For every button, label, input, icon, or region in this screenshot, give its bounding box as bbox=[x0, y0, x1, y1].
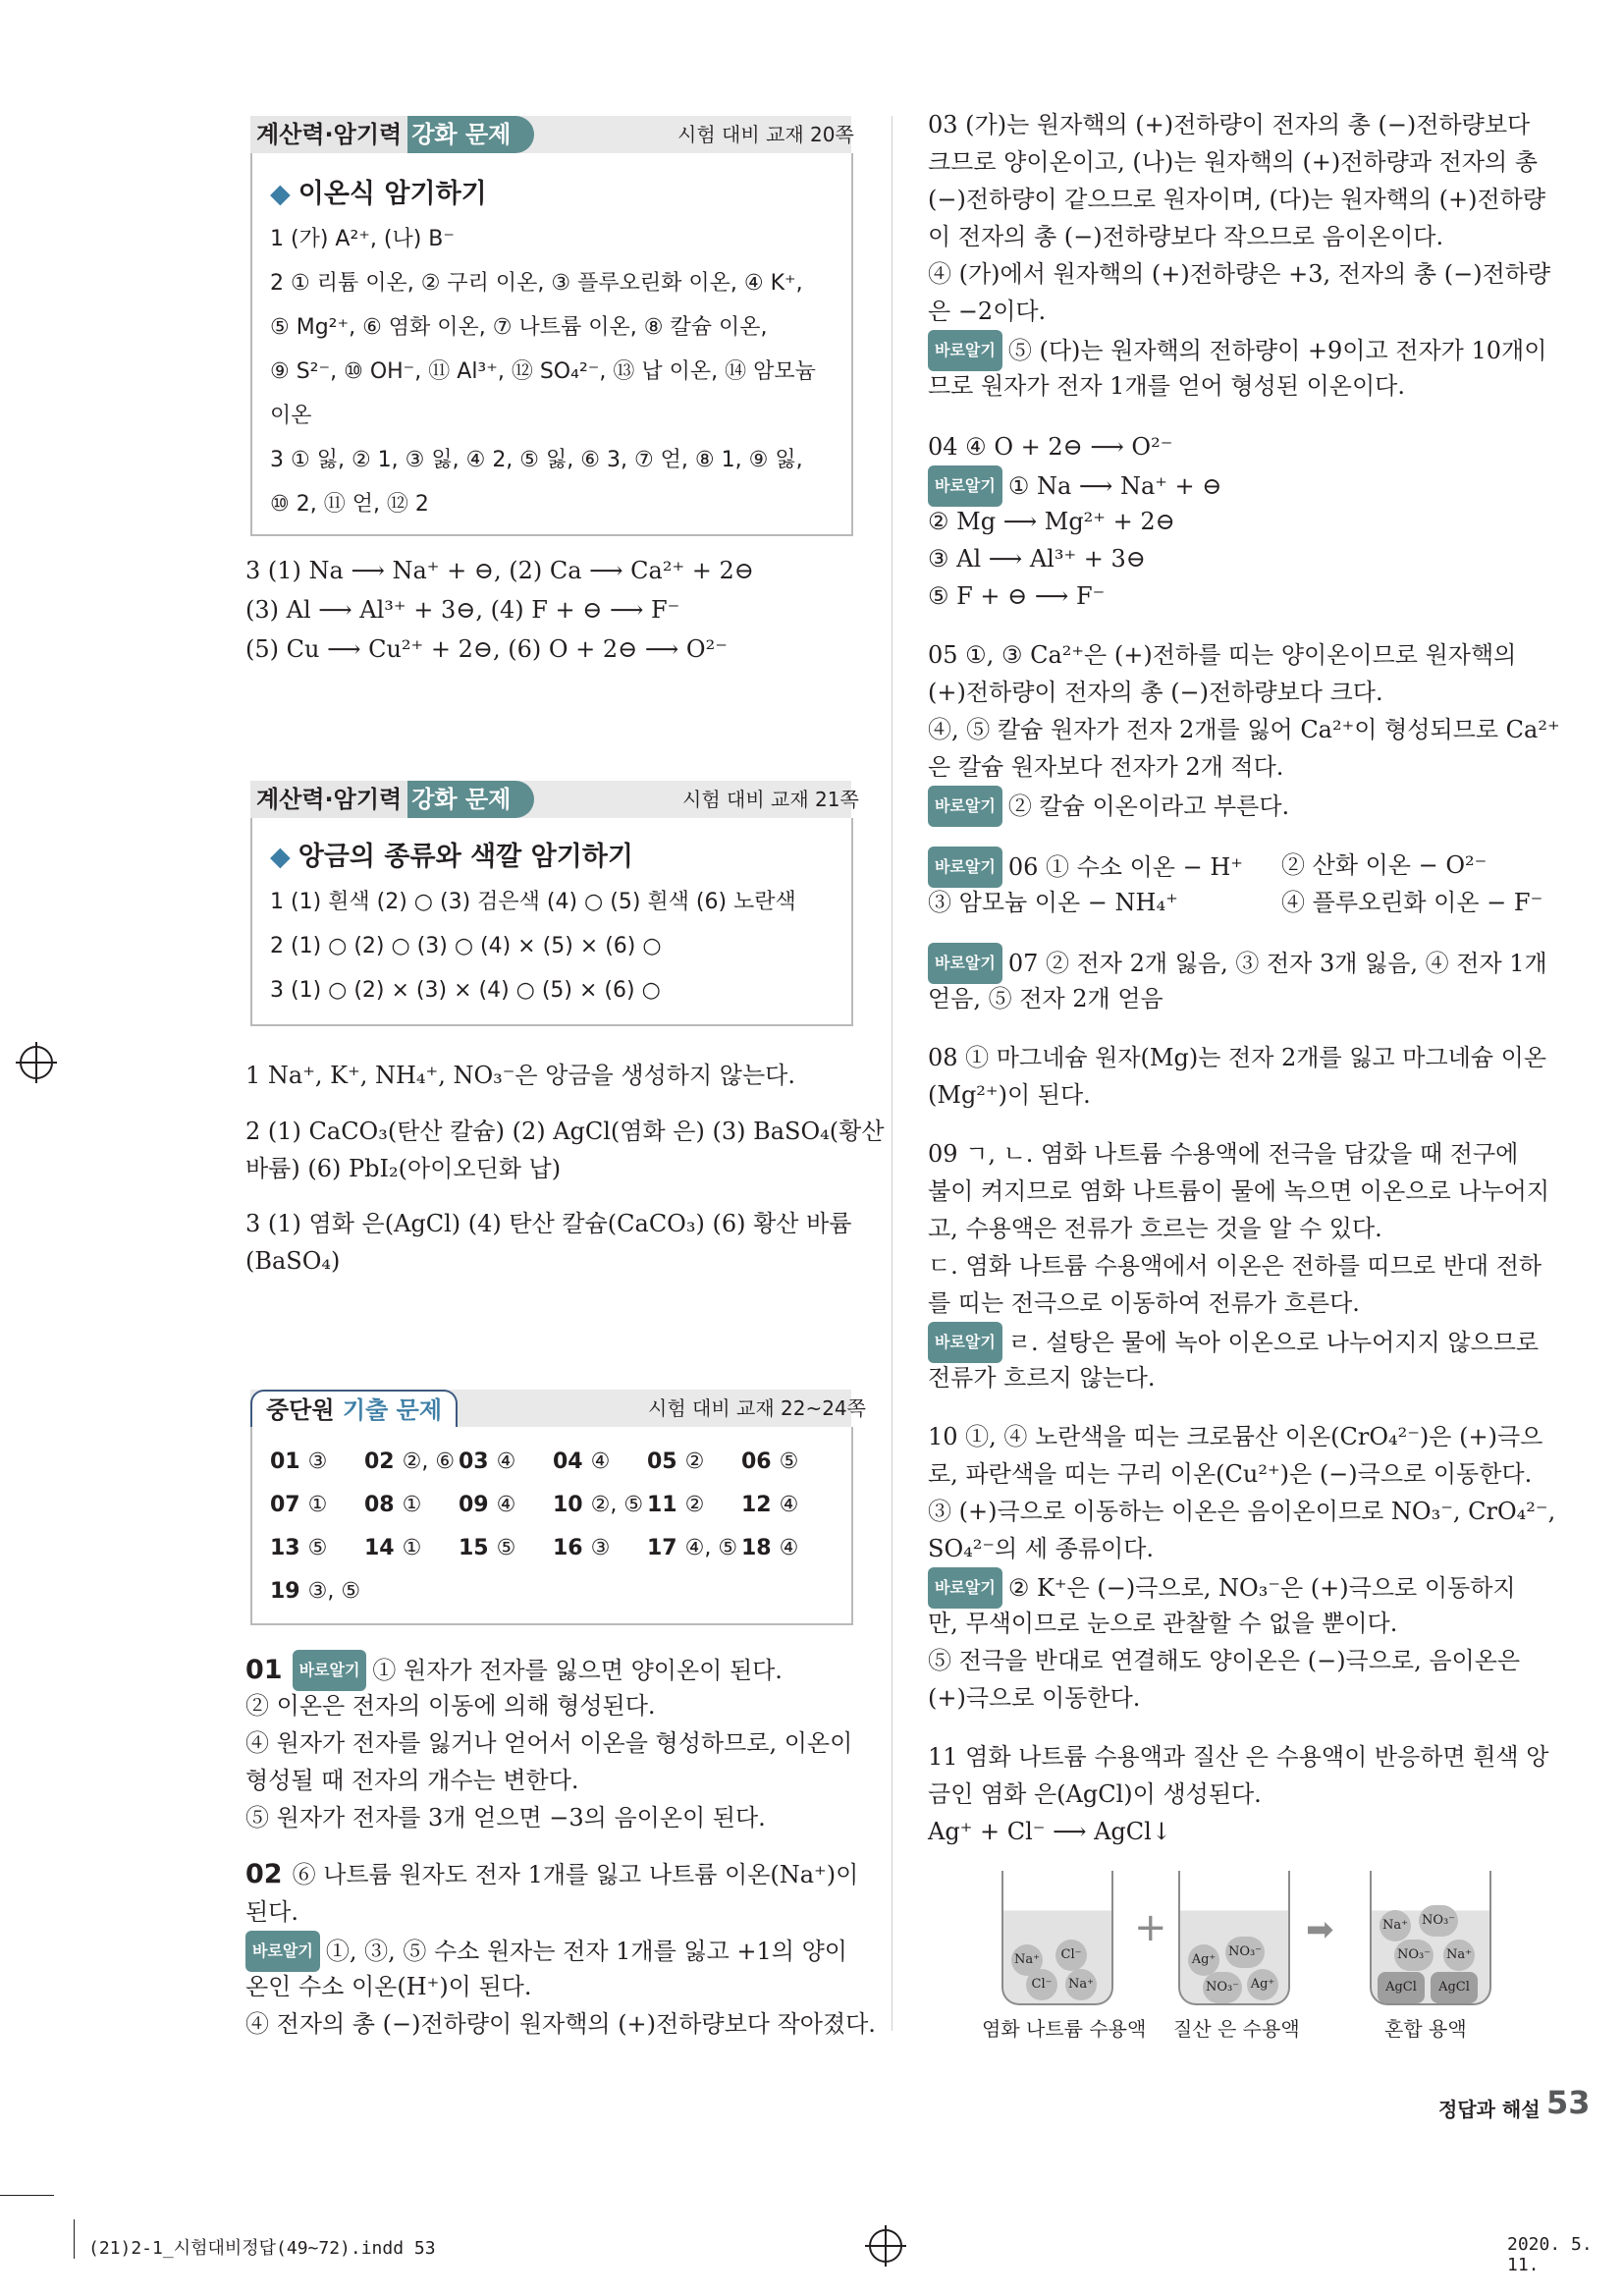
tab-label-b: 강화 문제 bbox=[411, 121, 512, 148]
equation-line: ⑤ F + ⊖ ⟶ F⁻ bbox=[928, 582, 1106, 610]
explanation-line: (−)전하량이 같으므로 원자이며, (다)는 원자핵의 (+)전하량 bbox=[928, 186, 1546, 213]
question-number: 17 bbox=[647, 1536, 677, 1560]
answer-line: 1 (1) 흰색 (2) ○ (3) 검은색 (4) ○ (5) 흰색 (6) 노란색 bbox=[270, 890, 796, 914]
ion-particle: Ag⁺ bbox=[1247, 1969, 1278, 2000]
equation-line: Ag⁺ + Cl⁻ ⟶ AgCl↓ bbox=[928, 1818, 1171, 1845]
explanation-line: 05 ①, ③ Ca²⁺은 (+)전하를 띠는 양이온이므로 원자핵의 bbox=[928, 641, 1517, 669]
answer-cell bbox=[741, 1536, 798, 1560]
explanation-line: SO₄²⁻의 세 종류이다. bbox=[928, 1535, 1155, 1562]
correction-badge: 바로알기 bbox=[293, 1650, 367, 1691]
section-tab bbox=[250, 781, 534, 818]
answer-choice: ④ bbox=[496, 1493, 516, 1517]
answer-line: 3 (1) 염화 은(AgCl) (4) 탄산 칼슘(CaCO₃) (6) 황산 바륨 bbox=[245, 1210, 852, 1237]
ion-particle: NO₃⁻ bbox=[1394, 1940, 1434, 1971]
precipitate-particle: AgCl bbox=[1378, 1972, 1425, 2003]
answer-line: 1 Na⁺, K⁺, NH₄⁺, NO₃⁻은 앙금을 생성하지 않는다. bbox=[245, 1062, 795, 1089]
ion-particle: Na⁺ bbox=[1065, 1969, 1097, 2000]
explanation-line: ② 이온은 전자의 이동에 의해 형성된다. bbox=[245, 1692, 656, 1720]
explanation-line: 금인 염화 은(AgCl)이 생성된다. bbox=[928, 1780, 1262, 1808]
answer-cell bbox=[647, 1536, 737, 1560]
ion-particle: NO₃⁻ bbox=[1419, 1905, 1458, 1937]
explanation-line: 03 (가)는 원자핵의 (+)전하량이 전자의 총 (−)전하량보다 bbox=[928, 111, 1531, 138]
footer-filename: (21)2-1_시험대비정답(49~72).indd 53 bbox=[88, 2238, 436, 2259]
explanation-line: (+)전하량이 전자의 총 (−)전하량보다 크다. bbox=[928, 679, 1383, 706]
explanation-line: ③ (+)극으로 이동하는 이온은 음이온이므로 NO₃⁻, CrO₄²⁻, bbox=[928, 1498, 1556, 1525]
answer-cell bbox=[741, 1449, 798, 1474]
answer-cell bbox=[459, 1493, 515, 1517]
explanation-line: ③ 암모늄 이온 − NH₄⁺ bbox=[928, 889, 1178, 916]
explanation-line: 온인 수소 이온(H⁺)이 된다. bbox=[245, 1973, 532, 2000]
explanation-line: 08 ① 마그네슘 원자(Mg)는 전자 2개를 잃고 마그네슘 이온 bbox=[928, 1044, 1546, 1071]
answer-choice: ② bbox=[684, 1449, 705, 1474]
question-number: 16 bbox=[553, 1536, 583, 1560]
crop-mark bbox=[0, 2195, 54, 2196]
answer-choice: ④ bbox=[590, 1449, 611, 1474]
answer-choice: ② bbox=[684, 1493, 705, 1517]
question-number: 04 bbox=[553, 1449, 583, 1474]
precipitate-particle: AgCl bbox=[1431, 1972, 1478, 2003]
section-heading: ◆ 이온식 암기하기 bbox=[270, 179, 487, 209]
explanation-line: 므로 원자가 전자 1개를 얻어 형성된 이온이다. bbox=[928, 372, 1405, 400]
explanation-line: 은 −2이다. bbox=[928, 298, 1047, 325]
explanation-line: 바로알기 ② K⁺은 (−)극으로, NO₃⁻은 (+)극으로 이동하지 bbox=[928, 1567, 1516, 1609]
correction-badge: 바로알기 bbox=[928, 1322, 1002, 1363]
answer-cell bbox=[647, 1493, 704, 1517]
correction-badge: 바로알기 bbox=[928, 330, 1002, 371]
answer-cell bbox=[553, 1493, 643, 1517]
question-number: 06 bbox=[741, 1449, 772, 1474]
tab-label-b: 기출 문제 bbox=[342, 1396, 443, 1424]
crop-mark bbox=[74, 2219, 75, 2259]
explanation-line: 로, 파란색을 띠는 구리 이온(Cu²⁺)은 (−)극으로 이동한다. bbox=[928, 1460, 1533, 1488]
question-number: 12 bbox=[741, 1493, 772, 1517]
correction-badge: 바로알기 bbox=[928, 1567, 1002, 1609]
explanation-line: 09 ㄱ, ㄴ. 염화 나트륨 수용액에 전극을 담갔을 때 전구에 bbox=[928, 1140, 1519, 1168]
answer-cell bbox=[459, 1536, 515, 1560]
answer-line: 이온 bbox=[270, 404, 312, 428]
question-number: 02 bbox=[364, 1449, 395, 1474]
tab-label-a: 중단원 bbox=[266, 1396, 335, 1424]
equation-line: ③ Al ⟶ Al³⁺ + 3⊖ bbox=[928, 545, 1146, 573]
section-tab bbox=[250, 116, 534, 153]
answer-choice: ②, ⑥ bbox=[402, 1449, 456, 1474]
answer-cell bbox=[741, 1493, 798, 1517]
answer-choice: ③, ⑤ bbox=[307, 1579, 361, 1604]
explanation-line: (+)극으로 이동한다. bbox=[928, 1684, 1141, 1712]
arrow-right-icon: ➡ bbox=[1306, 1910, 1334, 1949]
answer-choice: ④, ⑤ bbox=[684, 1536, 738, 1560]
answer-choice: ③ bbox=[590, 1536, 611, 1560]
answer-choice: ⑤ bbox=[307, 1536, 328, 1560]
question-number: 18 bbox=[741, 1536, 772, 1560]
answer-line: 3 (1) ○ (2) × (3) × (4) ○ (5) × (6) ○ bbox=[270, 978, 661, 1003]
answer-line: 2 (1) ○ (2) ○ (3) ○ (4) × (5) × (6) ○ bbox=[270, 934, 662, 958]
explanation-line: ⑤ 전극을 반대로 연결해도 양이온은 (−)극으로, 음이온은 bbox=[928, 1647, 1521, 1674]
ion-particle: Cl⁻ bbox=[1026, 1969, 1057, 2000]
question-number: 05 bbox=[647, 1449, 677, 1474]
section-tab bbox=[250, 1390, 458, 1429]
answer-cell bbox=[364, 1536, 421, 1560]
explanation-line: 바로알기 ② 칼슘 이온이라고 부른다. bbox=[928, 786, 1289, 827]
explanation-line: 10 ①, ④ 노란색을 띠는 크로뮴산 이온(CrO₄²⁻)은 (+)극으 bbox=[928, 1423, 1543, 1450]
explanation-line: 된다. bbox=[245, 1898, 298, 1926]
ion-particle: Na⁺ bbox=[1443, 1940, 1475, 1971]
correction-badge: 바로알기 bbox=[928, 847, 1002, 888]
answer-line: 3 ① 잃, ② 1, ③ 잃, ④ 2, ⑤ 잃, ⑥ 3, ⑦ 얻, ⑧ 1, ⑨ 잃, bbox=[270, 448, 803, 472]
answer-choice: ②, ⑤ bbox=[590, 1493, 644, 1517]
question-number: 14 bbox=[364, 1536, 395, 1560]
answer-line: 2 ① 리튬 이온, ② 구리 이온, ③ 플루오린화 이온, ④ K⁺, bbox=[270, 271, 803, 296]
explanation-line: 02 ⑥ 나트륨 원자도 전자 1개를 잃고 나트륨 이온(Na⁺)이 bbox=[245, 1859, 859, 1889]
explanation-line: (Mg²⁺)이 된다. bbox=[928, 1081, 1091, 1109]
explanation-line: 불이 켜지므로 염화 나트륨이 물에 녹으면 이온으로 나누어지 bbox=[928, 1177, 1550, 1205]
explanation-line: ④ 플루오린화 이온 − F⁻ bbox=[1281, 889, 1543, 916]
explanation-line: ④, ⑤ 칼슘 원자가 전자 2개를 잃어 Ca²⁺이 형성되므로 Ca²⁺ bbox=[928, 716, 1560, 743]
figure-caption: 혼합 용액 bbox=[1384, 2017, 1467, 2041]
question-number: 10 bbox=[553, 1493, 583, 1517]
explanation-line: 바로알기 06 ① 수소 이온 − H⁺ bbox=[928, 847, 1243, 888]
equation-line: ② Mg ⟶ Mg²⁺ + 2⊖ bbox=[928, 508, 1175, 535]
question-number: 03 bbox=[459, 1449, 489, 1474]
answer-cell bbox=[270, 1579, 360, 1604]
question-number: 01 bbox=[270, 1449, 300, 1474]
explanation-line: 바로알기 ①, ③, ⑤ 수소 원자는 전자 1개를 잃고 +1의 양이 bbox=[245, 1931, 847, 1972]
answer-cell bbox=[459, 1449, 515, 1474]
question-number: 07 bbox=[270, 1493, 300, 1517]
correction-badge: 바로알기 bbox=[928, 786, 1002, 827]
question-number: 15 bbox=[459, 1536, 489, 1560]
section-reference: 시험 대비 교재 20쪽 bbox=[677, 123, 854, 146]
answer-line: 1 (가) A²⁺, (나) B⁻ bbox=[270, 227, 455, 251]
answer-cell bbox=[553, 1449, 610, 1474]
answer-cell bbox=[270, 1536, 327, 1560]
equation-line: 3 (1) Na ⟶ Na⁺ + ⊖, (2) Ca ⟶ Ca²⁺ + 2⊖ bbox=[245, 557, 754, 584]
answer-cell bbox=[270, 1493, 327, 1517]
explanation-line: 01 바로알기 ① 원자가 전자를 잃으면 양이온이 된다. bbox=[245, 1650, 783, 1691]
answer-cell bbox=[553, 1536, 610, 1560]
answer-line: 바륨) (6) PbI₂(아이오딘화 납) bbox=[245, 1155, 562, 1182]
answer-line: ⑤ Mg²⁺, ⑥ 염화 이온, ⑦ 나트륨 이온, ⑧ 칼슘 이온, bbox=[270, 315, 768, 340]
answer-cell bbox=[364, 1493, 421, 1517]
answer-choice: ④ bbox=[496, 1449, 516, 1474]
answer-choice: ⑤ bbox=[496, 1536, 516, 1560]
explanation-line: 얻음, ⑤ 전자 2개 얻음 bbox=[928, 985, 1163, 1012]
column-divider bbox=[892, 116, 893, 2031]
ion-particle: NO₃⁻ bbox=[1203, 1972, 1242, 2003]
equation-line: 04 ④ O + 2⊖ ⟶ O²⁻ bbox=[928, 433, 1173, 461]
answer-choice: ④ bbox=[779, 1536, 799, 1560]
explanation-line: 를 띠는 전극으로 이동하여 전류가 흐른다. bbox=[928, 1289, 1360, 1317]
question-number: 11 bbox=[647, 1493, 677, 1517]
correction-badge: 바로알기 bbox=[928, 465, 1002, 507]
correction-badge: 바로알기 bbox=[928, 943, 1002, 984]
tab-label-a: 계산력·암기력 bbox=[250, 116, 407, 153]
tab-label-a: 계산력·암기력 bbox=[250, 781, 407, 818]
page-label: 정답과 해설 bbox=[1438, 2098, 1541, 2121]
answer-choice: ① bbox=[402, 1493, 422, 1517]
section-reference: 시험 대비 교재 22~24쪽 bbox=[648, 1396, 866, 1420]
explanation-line: ⑤ 원자가 전자를 3개 얻으면 −3의 음이온이 된다. bbox=[245, 1804, 766, 1831]
explanation-line: ④ 원자가 전자를 잃거나 얻어서 이온을 형성하므로, 이온이 bbox=[245, 1729, 853, 1757]
tab-label-b: 강화 문제 bbox=[411, 786, 512, 813]
equation-line: (3) Al ⟶ Al³⁺ + 3⊖, (4) F + ⊖ ⟶ F⁻ bbox=[245, 596, 680, 624]
diamond-icon: ◆ bbox=[270, 179, 291, 209]
ion-particle: Cl⁻ bbox=[1055, 1940, 1087, 1971]
section-heading: ◆ 앙금의 종류와 색깔 암기하기 bbox=[270, 842, 633, 872]
answer-choice: ⑤ bbox=[779, 1449, 799, 1474]
equation-line: (5) Cu ⟶ Cu²⁺ + 2⊖, (6) O + 2⊖ ⟶ O²⁻ bbox=[245, 635, 728, 663]
answer-choice: ③ bbox=[307, 1449, 328, 1474]
question-number: 08 bbox=[364, 1493, 395, 1517]
explanation-line: 은 칼슘 원자보다 전자가 2개 적다. bbox=[928, 753, 1284, 781]
answer-cell bbox=[364, 1449, 455, 1474]
answer-cell bbox=[270, 1449, 327, 1474]
answer-line: ⑨ S²⁻, ⑩ OH⁻, ⑪ Al³⁺, ⑫ SO₄²⁻, ⑬ 납 이온, ⑭ 암모늄 bbox=[270, 359, 816, 384]
answer-line: ⑩ 2, ⑪ 얻, ⑫ 2 bbox=[270, 492, 429, 517]
question-number: 13 bbox=[270, 1536, 300, 1560]
explanation-line: ② 산화 이온 − O²⁻ bbox=[1281, 851, 1488, 879]
explanation-line: 11 염화 나트륨 수용액과 질산 은 수용액이 반응하면 흰색 앙 bbox=[928, 1743, 1549, 1771]
answer-line: (BaSO₄) bbox=[245, 1247, 341, 1275]
page-number: 53 bbox=[1546, 2084, 1591, 2121]
diamond-icon: ◆ bbox=[270, 842, 291, 872]
explanation-line: 크므로 양이온이고, (나)는 원자핵의 (+)전하량과 전자의 총 bbox=[928, 148, 1539, 176]
footer-date: 2020. 5. 11. bbox=[1507, 2234, 1593, 2275]
question-number: 09 bbox=[459, 1493, 489, 1517]
answer-line: 2 (1) CaCO₃(탄산 칼슘) (2) AgCl(염화 은) (3) BaSO₄(황산 bbox=[245, 1118, 885, 1145]
explanation-line: ④ (가)에서 원자핵의 (+)전하량은 +3, 전자의 총 (−)전하량 bbox=[928, 260, 1551, 288]
explanation-line: ④ 전자의 총 (−)전하량이 원자핵의 (+)전하량보다 작아졌다. bbox=[245, 2010, 876, 2038]
question-number: 19 bbox=[270, 1579, 300, 1604]
explanation-line: 바로알기 07 ② 전자 2개 잃음, ③ 전자 3개 잃음, ④ 전자 1개 bbox=[928, 943, 1547, 984]
equation-line: 바로알기 ① Na ⟶ Na⁺ + ⊖ bbox=[928, 465, 1221, 507]
figure-caption: 질산 은 수용액 bbox=[1173, 2017, 1300, 2041]
explanation-line: ㄷ. 염화 나트륨 수용액에서 이온은 전하를 띠므로 반대 전하 bbox=[928, 1252, 1542, 1280]
figure-caption: 염화 나트륨 수용액 bbox=[982, 2017, 1147, 2041]
explanation-line: 형성될 때 전자의 개수는 변한다. bbox=[245, 1767, 579, 1794]
ion-particle: Ag⁺ bbox=[1188, 1944, 1219, 1976]
answer-grid bbox=[270, 1449, 839, 1616]
answer-choice: ① bbox=[307, 1493, 328, 1517]
ion-particle: Na⁺ bbox=[1011, 1944, 1043, 1976]
answer-choice: ④ bbox=[779, 1493, 799, 1517]
ion-particle: NO₃⁻ bbox=[1225, 1937, 1265, 1968]
registration-mark-icon bbox=[20, 1046, 53, 1079]
explanation-line: 만, 무색이므로 눈으로 관찰할 수 없을 뿐이다. bbox=[928, 1610, 1398, 1637]
answer-choice: ① bbox=[402, 1536, 422, 1560]
explanation-line: 바로알기 ⑤ (다)는 원자핵의 전하량이 +9이고 전자가 10개이 bbox=[928, 330, 1546, 371]
correction-badge: 바로알기 bbox=[245, 1931, 320, 1972]
answer-cell bbox=[647, 1449, 704, 1474]
section-reference: 시험 대비 교재 21쪽 bbox=[682, 788, 859, 811]
registration-mark-icon bbox=[869, 2229, 902, 2263]
ion-particle: Na⁺ bbox=[1380, 1910, 1411, 1941]
explanation-line: 전류가 흐르지 않는다. bbox=[928, 1364, 1156, 1392]
plus-sign: + bbox=[1134, 1905, 1167, 1950]
explanation-line: 이 전자의 총 (−)전하량보다 작으므로 음이온이다. bbox=[928, 223, 1444, 250]
explanation-line: 고, 수용액은 전류가 흐르는 것을 알 수 있다. bbox=[928, 1215, 1382, 1242]
explanation-line: 바로알기 ㄹ. 설탕은 물에 녹아 이온으로 나누어지지 않으므로 bbox=[928, 1322, 1539, 1363]
